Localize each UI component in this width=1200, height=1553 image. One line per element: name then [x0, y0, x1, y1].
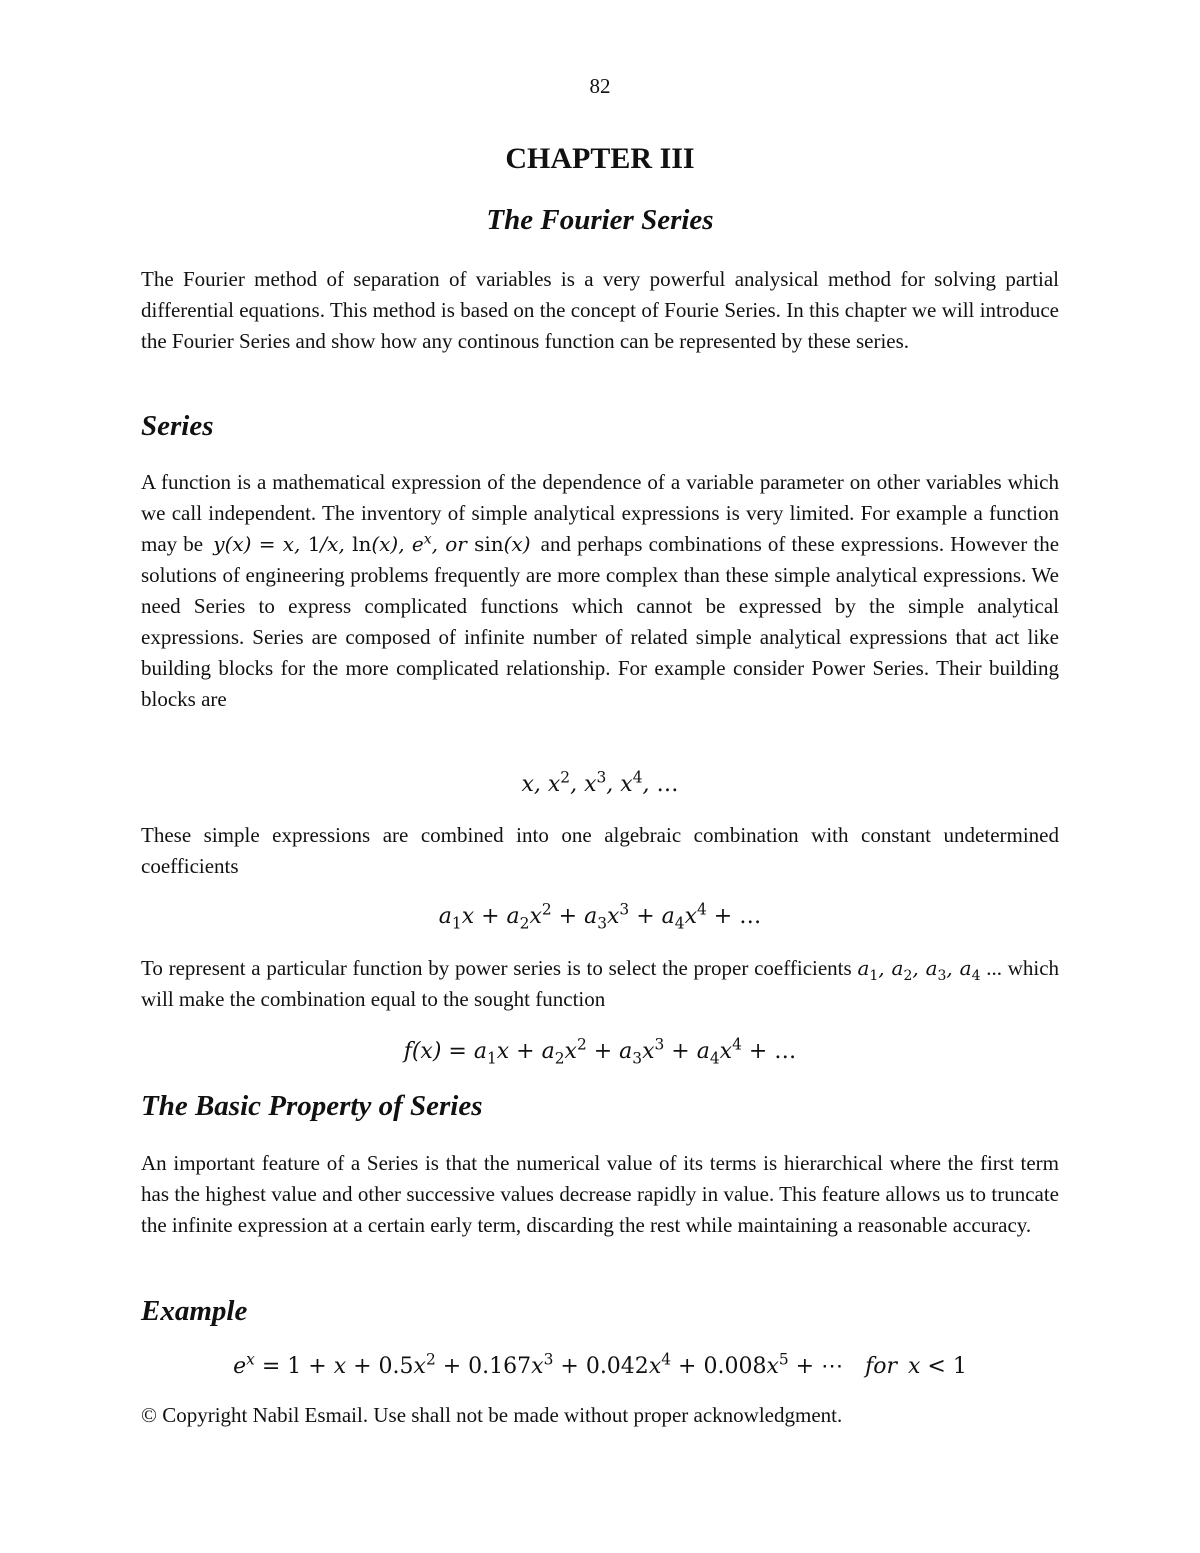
- function-equation: $f(x) = a_1x + a_2x^2 + a_3x^3 + a_4x^4$ + …: [403, 1035, 797, 1068]
- series-paragraph-1: [141, 467, 1059, 715]
- combination-equation: $a_1x + a_2x^2 + a_3x^3 + a_4x^4$ + …: [438, 900, 762, 933]
- intro-paragraph: The Fourier method of separation of variables is a very powerful analysical method for solving partial differential equations. This method is based on the concept of Fourie Series. In this chapter we will introduce the Fourier Series and show how any continous function can be represented by these series.: [141, 267, 1059, 353]
- function-examples-math: y(x) = x, 1/x, ln(x), $e^x$, or sin(x): [209, 531, 535, 556]
- series-paragraph-3-part-a: To represent a particular function by power series is to select the proper coefficients: [141, 956, 852, 980]
- series-heading: Series: [141, 410, 214, 442]
- example-heading: Example: [141, 1295, 248, 1327]
- series-paragraph-2: These simple expressions are combined into one algebraic combination with constant undetermined coefficients: [141, 823, 1059, 878]
- basic-property-paragraph: An important feature of a Series is that the numerical value of its terms is hierarchical where the first term has the highest value and other successive values decrease rapidly in value. This feature allows us to truncate the infinite expression at a certain early term, discarding the rest while maintaining a reasonable accuracy.: [141, 1151, 1059, 1237]
- building-blocks-equation: x, $x^2$, $x^3$, $x^4$, …: [521, 768, 679, 797]
- basic-property-heading: The Basic Property of Series: [141, 1090, 483, 1122]
- copyright-notice: © Copyright Nabil Esmail. Use shall not be made without proper acknowledgment.: [141, 1403, 843, 1427]
- series-paragraph-3: [141, 953, 1059, 1015]
- chapter-title: The Fourier Series: [486, 204, 714, 236]
- series-paragraph-1-part-a: A function is a mathematical expression of the dependence of a variable parameter on other variables which we call independent. The inventory of simple analytical expressions is very limited. For example a function may be: [141, 470, 1059, 556]
- example-equation: $e^x = 1 + x + 0.5x^2 + 0.167x^3 + 0.042x^4 + 0.008x^5$ + ⋯ for x < 1: [233, 1350, 967, 1379]
- series-paragraph-1-part-b: and perhaps combinations of these expressions. However the solutions of engineering problems frequently are more complex than these simple analytical expressions. We need Series to express complicated functions which cannot be expressed by the simple analytical expressions. Series are composed of infinite number of related simple analytical expressions that act like building blocks for the more complicated relationship. For example consider Power Series. Their building blocks are: [141, 532, 1060, 711]
- series-paragraph-3-part-b: ... which will make the combination equal to the sought function: [141, 956, 1060, 1011]
- coefficients-math: $a_1$, $a_2$, $a_3$, $a_4$: [857, 956, 981, 984]
- page-number: 82: [589, 74, 611, 98]
- chapter-heading: CHAPTER III: [505, 142, 695, 175]
